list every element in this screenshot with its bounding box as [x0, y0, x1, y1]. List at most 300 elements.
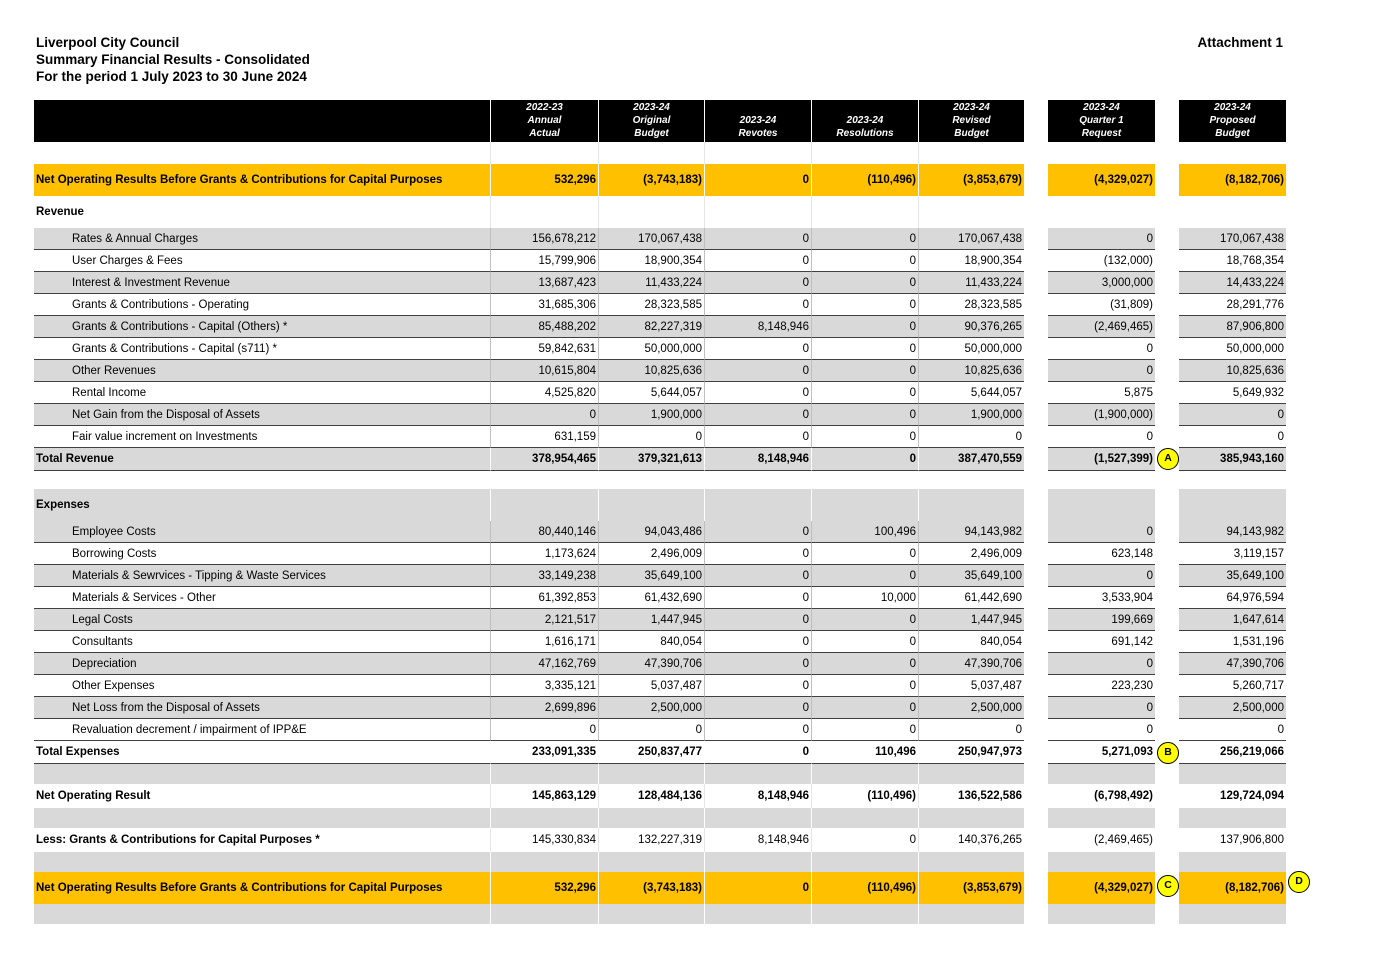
table-row [34, 631, 1286, 653]
column-gap [1024, 100, 1048, 142]
cell-value: 2,699,896 [490, 697, 598, 719]
org-name: Liverpool City Council [36, 35, 180, 50]
cell-value: 691,142 [1048, 631, 1155, 653]
cell-value: 145,863,129 [490, 784, 598, 808]
cell-value: (8,182,706) [1179, 164, 1286, 196]
cell-value: 0 [918, 426, 1024, 448]
cell-value: 47,390,706 [918, 653, 1024, 675]
cell-value: 35,649,100 [598, 565, 704, 587]
cell-value: 35,649,100 [1179, 565, 1286, 587]
cell-value: 1,173,624 [490, 543, 598, 565]
cell-value: 0 [811, 448, 918, 471]
row-label: Materials & Services - Other [34, 587, 490, 609]
column-gap [1024, 719, 1048, 741]
cell-value: 2,496,009 [918, 543, 1024, 565]
row-label: Employee Costs [34, 521, 490, 543]
cell-value: 0 [1048, 653, 1155, 675]
cell-value: 0 [1048, 426, 1155, 448]
cell-value: 0 [704, 653, 811, 675]
cell-value: 4,525,820 [490, 382, 598, 404]
cell-value: 0 [704, 587, 811, 609]
cell-value: 90,376,265 [918, 316, 1024, 338]
expense-items [34, 521, 1286, 741]
row-label: Total Expenses [34, 741, 490, 764]
column-gap [1155, 521, 1179, 543]
cell-value: 47,390,706 [1179, 653, 1286, 675]
cell-value: 61,432,690 [598, 587, 704, 609]
cell-value: 170,067,438 [918, 228, 1024, 250]
column-gap [1024, 697, 1048, 719]
cell-value: 0 [598, 426, 704, 448]
cell-value: 623,148 [1048, 543, 1155, 565]
cell-value: 5,644,057 [918, 382, 1024, 404]
cell-value: 47,162,769 [490, 653, 598, 675]
revenue-heading-row [34, 196, 1286, 228]
table-row [34, 426, 1286, 448]
table-row [34, 250, 1286, 272]
cell-value: 250,837,477 [598, 741, 704, 764]
cell-value: 18,768,354 [1179, 250, 1286, 272]
column-gap [1024, 316, 1048, 338]
row-label: Borrowing Costs [34, 543, 490, 565]
cell-value: 0 [811, 272, 918, 294]
cell-value: 145,330,834 [490, 828, 598, 852]
column-gap [1155, 631, 1179, 653]
col-header-original-budget: 2023-24 Original Budget [598, 100, 704, 142]
cell-value: 170,067,438 [598, 228, 704, 250]
cell-value: 3,119,157 [1179, 543, 1286, 565]
cell-value: 137,906,800 [1179, 828, 1286, 852]
cell-value: 0 [1048, 338, 1155, 360]
cell-value: 0 [704, 741, 811, 764]
section-heading: Expenses [34, 489, 490, 521]
row-label: Legal Costs [34, 609, 490, 631]
column-gap [1155, 250, 1179, 272]
spacer-row [34, 852, 1286, 872]
table-row [34, 404, 1286, 426]
cell-value: 0 [704, 404, 811, 426]
column-gap [1024, 294, 1048, 316]
column-gap [1024, 382, 1048, 404]
cell-value: 136,522,586 [918, 784, 1024, 808]
table-row [34, 587, 1286, 609]
financial-table [34, 100, 1303, 924]
col-header-quarter1-request: 2023-24 Quarter 1 Request [1048, 100, 1155, 142]
cell-value: 156,678,212 [490, 228, 598, 250]
cell-value: 61,392,853 [490, 587, 598, 609]
cell-value: 18,900,354 [598, 250, 704, 272]
cell-value: 64,976,594 [1179, 587, 1286, 609]
cell-value: 8,148,946 [704, 784, 811, 808]
table-row [34, 360, 1286, 382]
column-gap [1155, 272, 1179, 294]
cell-value: 0 [811, 360, 918, 382]
cell-value: 0 [811, 697, 918, 719]
cell-value: 0 [1048, 521, 1155, 543]
cell-value: 0 [1048, 565, 1155, 587]
cell-value: 0 [490, 404, 598, 426]
cell-value: 50,000,000 [918, 338, 1024, 360]
column-gap [1024, 228, 1048, 250]
spacer-row [34, 471, 1286, 489]
total-expenses-row [34, 741, 1286, 764]
column-gap [1024, 250, 1048, 272]
cell-value: 0 [704, 565, 811, 587]
row-label: Depreciation [34, 653, 490, 675]
header-blank [34, 100, 490, 142]
cell-value: 128,484,136 [598, 784, 704, 808]
cell-value: 0 [811, 675, 918, 697]
cell-value: 0 [811, 609, 918, 631]
report-title: Summary Financial Results - Consolidated [36, 52, 310, 67]
cell-value: (2,469,465) [1048, 316, 1155, 338]
table-row [34, 228, 1286, 250]
cell-value: 94,043,486 [598, 521, 704, 543]
row-label: Grants & Contributions - Capital (Others) * [34, 316, 490, 338]
report-period: For the period 1 July 2023 to 30 June 2024 [36, 69, 307, 84]
cell-value: 28,323,585 [598, 294, 704, 316]
cell-value: 47,390,706 [598, 653, 704, 675]
cell-value: 0 [1179, 426, 1286, 448]
cell-value: 80,440,146 [490, 521, 598, 543]
column-gap [1155, 587, 1179, 609]
cell-value: 1,447,945 [918, 609, 1024, 631]
cell-value: 87,906,800 [1179, 316, 1286, 338]
table-row [34, 719, 1286, 741]
cell-value: 31,685,306 [490, 294, 598, 316]
expenses-heading-row [34, 489, 1286, 521]
cell-value: 0 [704, 228, 811, 250]
cell-value: 8,148,946 [704, 316, 811, 338]
cell-value: 0 [811, 228, 918, 250]
cell-value: 0 [1179, 719, 1286, 741]
cell-value: (3,743,183) [598, 872, 704, 904]
cell-value: 8,148,946 [704, 828, 811, 852]
cell-value: 11,433,224 [598, 272, 704, 294]
row-label: Net Operating Result [34, 784, 490, 808]
cell-value: (6,798,492) [1048, 784, 1155, 808]
column-gap [1155, 675, 1179, 697]
cell-value: 5,037,487 [918, 675, 1024, 697]
table-row [34, 294, 1286, 316]
cell-value: 0 [704, 382, 811, 404]
row-label: Net Gain from the Disposal of Assets [34, 404, 490, 426]
cell-value: 0 [704, 521, 811, 543]
cell-value: 0 [704, 675, 811, 697]
cell-value: 0 [811, 565, 918, 587]
col-header-revotes: 2023-24 Revotes [704, 100, 811, 142]
cell-value: 532,296 [490, 164, 598, 196]
cell-value: 0 [811, 382, 918, 404]
cell-value: 0 [811, 316, 918, 338]
cell-value: 0 [704, 250, 811, 272]
cell-value: 10,825,636 [918, 360, 1024, 382]
cell-value: 0 [811, 338, 918, 360]
cell-value: 0 [704, 360, 811, 382]
cell-value-with-marker: (1,527,399) A [1048, 448, 1155, 471]
cell-value: 1,900,000 [598, 404, 704, 426]
column-gap [1155, 426, 1179, 448]
col-header-resolutions: 2023-24 Resolutions [811, 100, 918, 142]
table-row [34, 675, 1286, 697]
table-row [34, 338, 1286, 360]
column-header-row [34, 100, 1286, 142]
row-label: Interest & Investment Revenue [34, 272, 490, 294]
cell-value: 385,943,160 [1179, 448, 1286, 471]
column-gap [1024, 631, 1048, 653]
cell-value: 10,825,636 [598, 360, 704, 382]
cell-value: (110,496) [811, 784, 918, 808]
column-gap [1024, 587, 1048, 609]
cell-value: 5,037,487 [598, 675, 704, 697]
row-label: Grants & Contributions - Capital (s711) * [34, 338, 490, 360]
cell-value: 0 [704, 719, 811, 741]
row-label: Net Operating Results Before Grants & Contributions for Capital Purposes [34, 164, 490, 196]
column-gap [1155, 228, 1179, 250]
column-gap [1155, 338, 1179, 360]
cell-value: 35,649,100 [918, 565, 1024, 587]
cell-value-with-marker: (4,329,027) C [1048, 872, 1155, 904]
column-gap [1024, 543, 1048, 565]
cell-value: 94,143,982 [1179, 521, 1286, 543]
cell-value: 0 [1048, 697, 1155, 719]
cell-value: 0 [704, 338, 811, 360]
cell-value: 5,875 [1048, 382, 1155, 404]
column-gap [1024, 360, 1048, 382]
column-gap [1024, 521, 1048, 543]
cell-value: 256,219,066 [1179, 741, 1286, 764]
column-gap [1155, 609, 1179, 631]
cell-value: 0 [811, 631, 918, 653]
cell-value: 378,954,465 [490, 448, 598, 471]
cell-value: 3,533,904 [1048, 587, 1155, 609]
row-label: Revaluation decrement / impairment of IPP&E [34, 719, 490, 741]
cell-value: 387,470,559 [918, 448, 1024, 471]
cell-value: 840,054 [918, 631, 1024, 653]
cell-value: 15,799,906 [490, 250, 598, 272]
marker-b: B [1157, 742, 1179, 764]
total-revenue-row [34, 448, 1286, 471]
cell-value: 1,616,171 [490, 631, 598, 653]
cell-value: 28,291,776 [1179, 294, 1286, 316]
column-gap [1155, 316, 1179, 338]
cell-value: 1,900,000 [918, 404, 1024, 426]
spacer-row [34, 808, 1286, 828]
cell-value: (1,900,000) [1048, 404, 1155, 426]
table-row [34, 316, 1286, 338]
row-label: Rental Income [34, 382, 490, 404]
table-row [34, 521, 1286, 543]
cell-value: 0 [1048, 719, 1155, 741]
report-header [36, 34, 310, 85]
row-label: Net Loss from the Disposal of Assets [34, 697, 490, 719]
cell-value: 110,496 [811, 741, 918, 764]
cell-value: 3,000,000 [1048, 272, 1155, 294]
cell-value: 2,121,517 [490, 609, 598, 631]
row-label: User Charges & Fees [34, 250, 490, 272]
cell-value: 1,447,945 [598, 609, 704, 631]
cell-value: 0 [704, 609, 811, 631]
cell-value: 85,488,202 [490, 316, 598, 338]
col-header-revised-budget: 2023-24 Revised Budget [918, 100, 1024, 142]
cell-value: (110,496) [811, 164, 918, 196]
cell-value: (3,743,183) [598, 164, 704, 196]
cell-value: (3,853,679) [918, 872, 1024, 904]
row-label: Net Operating Results Before Grants & Contributions for Capital Purposes [34, 872, 490, 904]
cell-value: 0 [704, 426, 811, 448]
cell-value: 100,496 [811, 521, 918, 543]
cell-value: 50,000,000 [1179, 338, 1286, 360]
cell-value: 0 [811, 653, 918, 675]
cell-value: 0 [704, 872, 811, 904]
cell-value: 199,669 [1048, 609, 1155, 631]
attachment-label: Attachment 1 [1197, 35, 1283, 50]
cell-value: 5,260,717 [1179, 675, 1286, 697]
row-label: Consultants [34, 631, 490, 653]
cell-value: 1,531,196 [1179, 631, 1286, 653]
row-label: Other Revenues [34, 360, 490, 382]
column-gap [1024, 653, 1048, 675]
cell-value: 59,842,631 [490, 338, 598, 360]
column-gap [1155, 382, 1179, 404]
cell-value: 0 [704, 543, 811, 565]
table-row [34, 697, 1286, 719]
bottom-result-row [34, 872, 1286, 904]
cell-value: 10,825,636 [1179, 360, 1286, 382]
cell-value: 140,376,265 [918, 828, 1024, 852]
cell-value: 10,000 [811, 587, 918, 609]
column-gap [1024, 675, 1048, 697]
cell-value: 223,230 [1048, 675, 1155, 697]
row-label: Less: Grants & Contributions for Capital Purposes * [34, 828, 490, 852]
cell-value: 0 [704, 272, 811, 294]
cell-value: 379,321,613 [598, 448, 704, 471]
column-gap [1155, 697, 1179, 719]
column-gap [1155, 653, 1179, 675]
cell-value: 129,724,094 [1179, 784, 1286, 808]
cell-value: 18,900,354 [918, 250, 1024, 272]
table-row [34, 609, 1286, 631]
cell-value: 0 [1048, 228, 1155, 250]
cell-value: 631,159 [490, 426, 598, 448]
cell-value: 170,067,438 [1179, 228, 1286, 250]
col-header-annual-actual: 2022-23 Annual Actual [490, 100, 598, 142]
cell-value: (110,496) [811, 872, 918, 904]
cell-value: 3,335,121 [490, 675, 598, 697]
cell-value: 132,227,319 [598, 828, 704, 852]
cell-value: 33,149,238 [490, 565, 598, 587]
column-gap [1024, 404, 1048, 426]
column-gap [1024, 338, 1048, 360]
column-gap [1155, 360, 1179, 382]
cell-value: 0 [811, 250, 918, 272]
cell-value: 11,433,224 [918, 272, 1024, 294]
table-row [34, 272, 1286, 294]
row-label: Total Revenue [34, 448, 490, 471]
cell-value: 2,496,009 [598, 543, 704, 565]
cell-value: 0 [598, 719, 704, 741]
cell-value: 840,054 [598, 631, 704, 653]
cell-value: 28,323,585 [918, 294, 1024, 316]
cell-value: (132,000) [1048, 250, 1155, 272]
column-gap [1155, 294, 1179, 316]
marker-a: A [1157, 448, 1179, 470]
cell-value-with-marker: (8,182,706) D [1179, 872, 1286, 904]
cell-value: 0 [704, 164, 811, 196]
table-row [34, 543, 1286, 565]
column-gap [1155, 565, 1179, 587]
cell-value: (4,329,027) [1048, 164, 1155, 196]
cell-value: 0 [704, 697, 811, 719]
row-label: Rates & Annual Charges [34, 228, 490, 250]
cell-value: 8,148,946 [704, 448, 811, 471]
column-gap [1024, 426, 1048, 448]
row-label: Other Expenses [34, 675, 490, 697]
cell-value: 2,500,000 [598, 697, 704, 719]
cell-value: 2,500,000 [1179, 697, 1286, 719]
cell-value: 250,947,973 [918, 741, 1024, 764]
cell-value: 0 [1179, 404, 1286, 426]
table-row [34, 382, 1286, 404]
cell-value: (31,809) [1048, 294, 1155, 316]
cell-value: 0 [811, 404, 918, 426]
spacer-row [34, 142, 1286, 164]
cell-value: 61,442,690 [918, 587, 1024, 609]
row-label: Grants & Contributions - Operating [34, 294, 490, 316]
cell-value: 5,649,932 [1179, 382, 1286, 404]
marker-c: C [1157, 875, 1179, 897]
cell-value: 0 [811, 719, 918, 741]
cell-value: 0 [1048, 360, 1155, 382]
cell-value: (3,853,679) [918, 164, 1024, 196]
column-gap [1155, 404, 1179, 426]
cell-value: 13,687,423 [490, 272, 598, 294]
spacer-row [34, 904, 1286, 924]
cell-value: 94,143,982 [918, 521, 1024, 543]
marker-d: D [1288, 871, 1310, 893]
cell-value: 0 [490, 719, 598, 741]
column-gap [1024, 609, 1048, 631]
cell-value: 14,433,224 [1179, 272, 1286, 294]
cell-value: 0 [704, 631, 811, 653]
column-gap [1155, 543, 1179, 565]
table-row [34, 653, 1286, 675]
cell-value-with-marker: 5,271,093 B [1048, 741, 1155, 764]
cell-value: 0 [811, 828, 918, 852]
revenue-items [34, 228, 1286, 448]
cell-value: 10,615,804 [490, 360, 598, 382]
cell-value: 2,500,000 [918, 697, 1024, 719]
cell-value: 82,227,319 [598, 316, 704, 338]
top-result-row [34, 164, 1286, 196]
cell-value: 233,091,335 [490, 741, 598, 764]
cell-value: 0 [704, 294, 811, 316]
column-gap [1155, 100, 1179, 142]
section-heading: Revenue [34, 196, 490, 228]
cell-value: 1,647,614 [1179, 609, 1286, 631]
cell-value: 50,000,000 [598, 338, 704, 360]
column-gap [1024, 272, 1048, 294]
cell-value: 5,644,057 [598, 382, 704, 404]
table-row [34, 565, 1286, 587]
net-operating-result-row [34, 784, 1286, 808]
row-label: Materials & Sewrvices - Tipping & Waste Services [34, 565, 490, 587]
cell-value: 532,296 [490, 872, 598, 904]
cell-value: (2,469,465) [1048, 828, 1155, 852]
cell-value: 0 [811, 543, 918, 565]
less-grants-row [34, 828, 1286, 852]
column-gap [1155, 719, 1179, 741]
